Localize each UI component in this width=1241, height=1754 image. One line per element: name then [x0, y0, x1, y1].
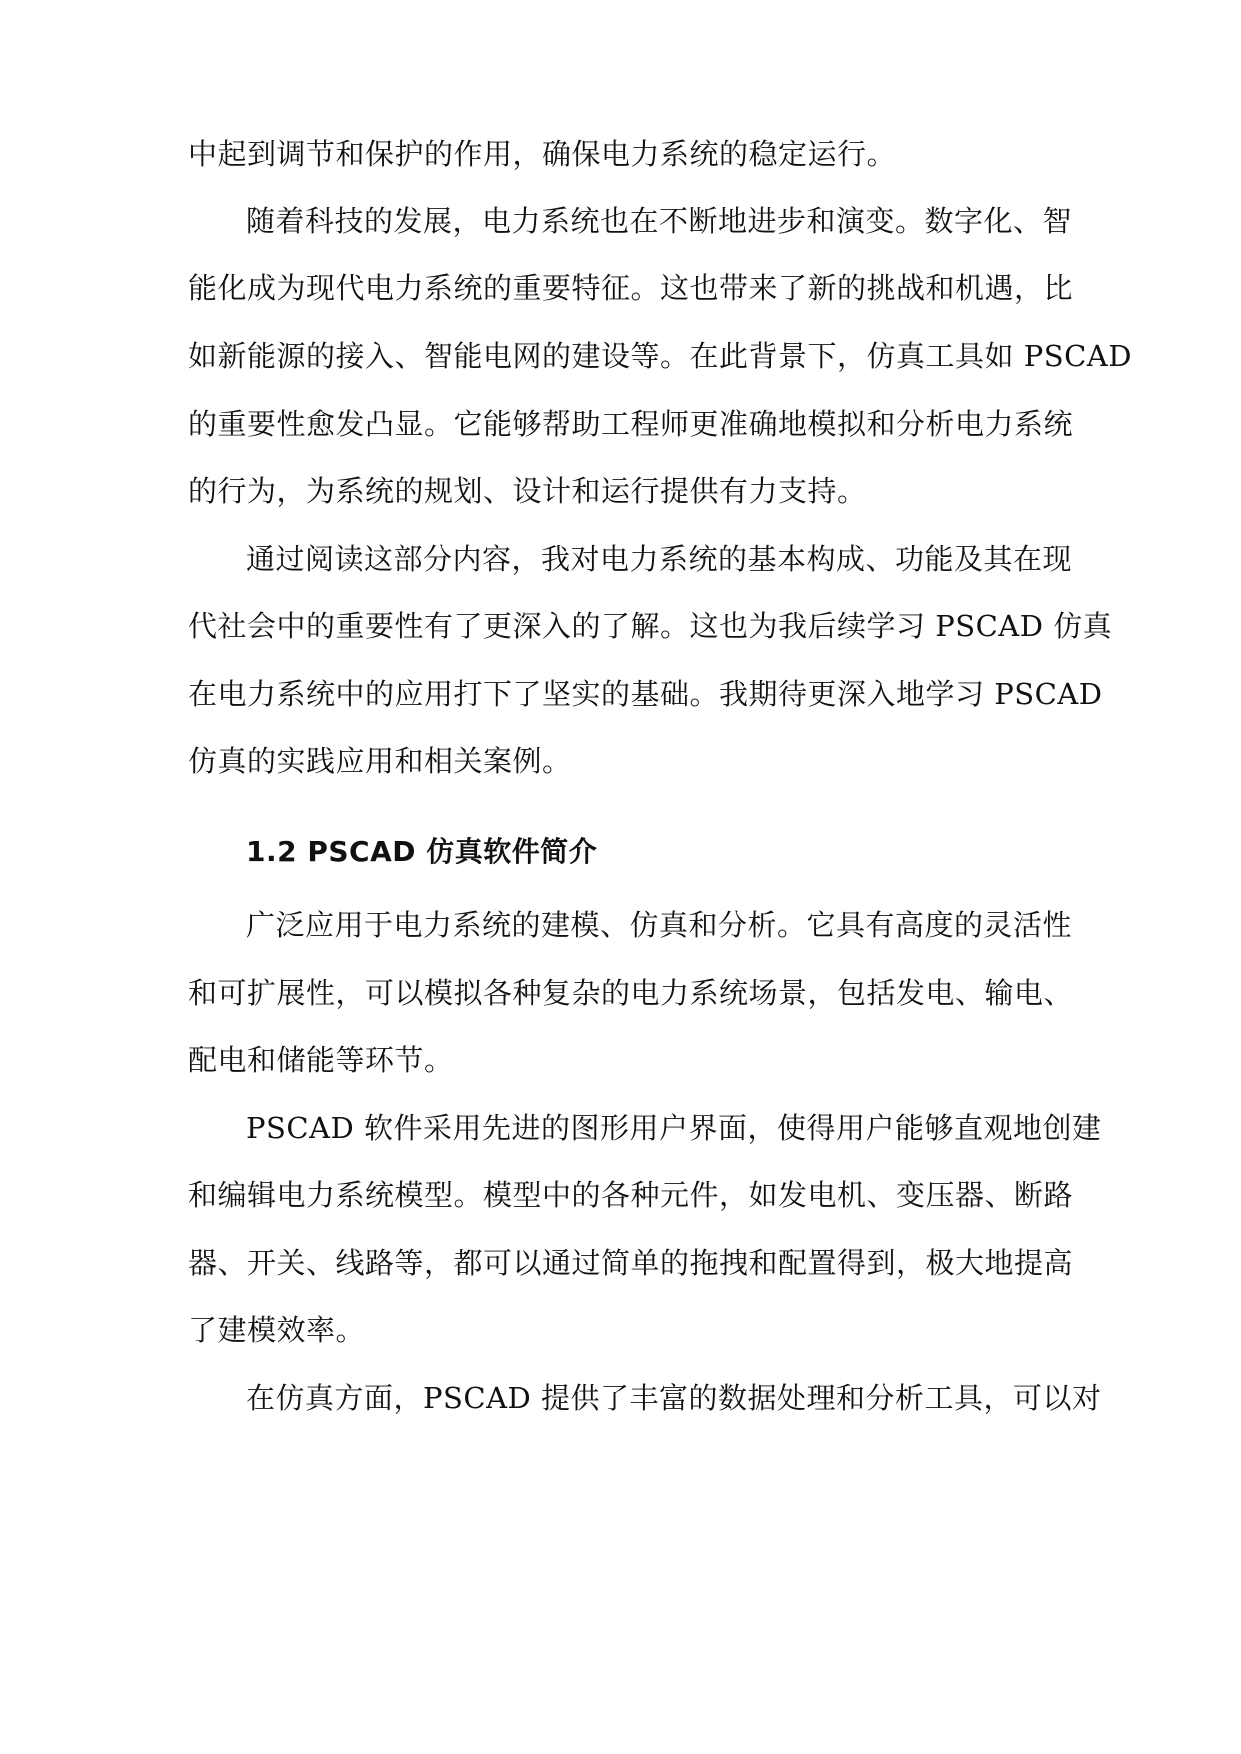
paragraph-1-line-1: 中起到调节和保护的作用，确保电力系统的稳定运行。 [188, 137, 897, 171]
paragraph-5-line-1: PSCAD 软件采用先进的图形用户界面，使得用户能够直观地创建 [246, 1111, 1102, 1145]
paragraph-2-line-3: 如新能源的接入、智能电网的建设等。在此背景下，仿真工具如 PSCAD [188, 339, 1132, 373]
paragraph-2-line-1: 随着科技的发展，电力系统也在不断地进步和演变。数字化、智 [246, 204, 1073, 238]
paragraph-2-line-5: 的行为，为系统的规划、设计和运行提供有力支持。 [188, 474, 867, 508]
paragraph-2-line-2: 能化成为现代电力系统的重要特征。这也带来了新的挑战和机遇，比 [188, 271, 1074, 305]
paragraph-4-line-2: 和可扩展性，可以模拟各种复杂的电力系统场景，包括发电、输电、 [188, 976, 1074, 1010]
paragraph-2-line-4: 的重要性愈发凸显。它能够帮助工程师更准确地模拟和分析电力系统 [188, 407, 1074, 441]
paragraph-5-line-4: 了建模效率。 [188, 1313, 366, 1347]
paragraph-5-line-2: 和编辑电力系统模型。模型中的各种元件，如发电机、变压器、断路 [188, 1178, 1074, 1212]
paragraph-3-line-1: 通过阅读这部分内容，我对电力系统的基本构成、功能及其在现 [246, 542, 1073, 576]
paragraph-4-line-3: 配电和储能等环节。 [188, 1043, 454, 1077]
paragraph-6-line-1: 在仿真方面，PSCAD 提供了丰富的数据处理和分析工具，可以对 [246, 1381, 1102, 1415]
paragraph-3-line-4: 仿真的实践应用和相关案例。 [188, 744, 572, 778]
paragraph-3-line-3: 在电力系统中的应用打下了坚实的基础。我期待更深入地学习 PSCAD [188, 677, 1103, 711]
paragraph-4-line-1: 广泛应用于电力系统的建模、仿真和分析。它具有高度的灵活性 [246, 908, 1073, 942]
section-heading-1-2: 1.2 PSCAD 仿真软件简介 [246, 835, 598, 868]
paragraph-5-line-3: 器、开关、线路等，都可以通过简单的拖拽和配置得到，极大地提高 [188, 1246, 1074, 1280]
paragraph-3-line-2: 代社会中的重要性有了更深入的了解。这也为我后续学习 PSCAD 仿真 [188, 609, 1113, 643]
